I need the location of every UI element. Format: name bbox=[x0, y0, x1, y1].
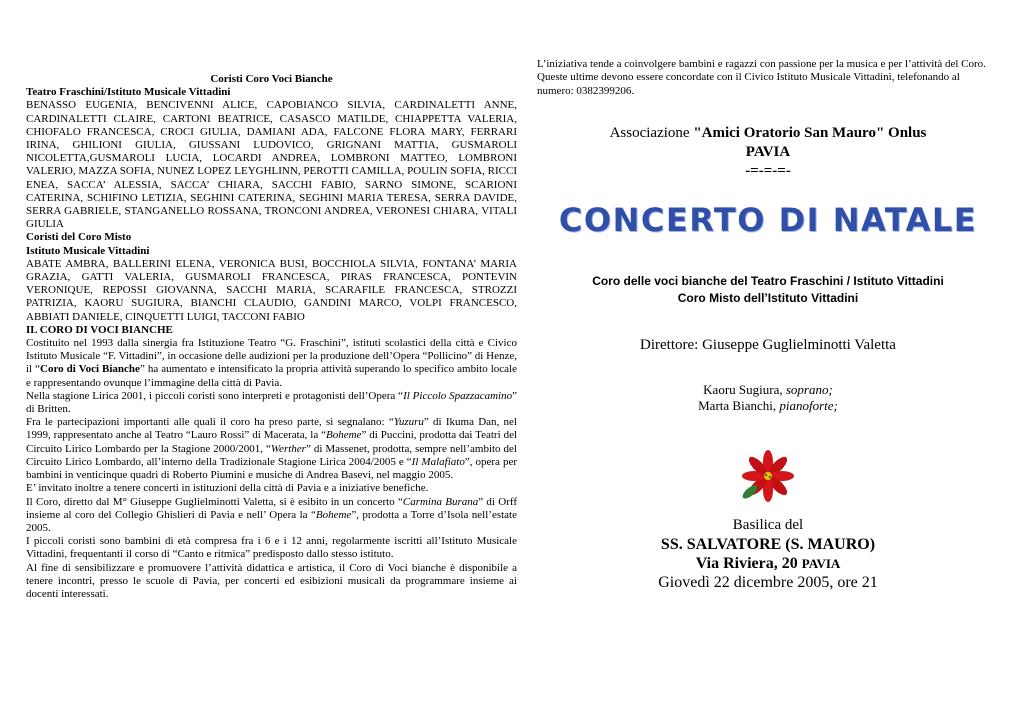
left-column bbox=[26, 73, 517, 601]
separator: -=-=-=- bbox=[745, 162, 791, 179]
history-heading: IL CORO DI VOCI BIANCHE bbox=[26, 323, 173, 336]
director-line: Direttore: Giuseppe Guglielminotti Valetta bbox=[640, 336, 896, 353]
choirs-block bbox=[537, 273, 999, 307]
text-span: ”, prodotta a Torre d’Isola nell’estate 2005. bbox=[26, 508, 517, 534]
choir-name-emphasis: Coro di Voci Bianche bbox=[40, 363, 140, 376]
text-span: Il Coro, diretto dal M° Giuseppe Guglielminotti Valetta, si è esibito in un concerto “ bbox=[26, 495, 403, 508]
concert-title: CONCERTO DI NATALE bbox=[558, 200, 978, 239]
association-name bbox=[537, 124, 999, 143]
opera-title: Il Malafiato bbox=[411, 455, 465, 468]
misto-names: ABATE AMBRA, BALLERINI ELENA, VERONICA BUSI, BOCCHIOLA SILVIA, FONTANA’ MARIA GRAZIA, GATTI VALERIA, GUSMAROLI FRANCESCA, PIRAS FRANCESCA, PONTEVIN VERONIQUE, REPOSSI GIOVANNA, SACCHI MARIA, SCARAFILE FRANCESCA, STROZZI PATRIZIA, KAORU SUGIURA, BIANCHI CLAUDIO, GANDINI MARCO, VOLPI FRANCESCO, ABBIATI DANIELE, CINQUETTI LUIGI, TACCONI FABIO bbox=[26, 257, 517, 323]
history-paragraph-3 bbox=[26, 416, 517, 482]
misto-heading: Coristi del Coro Misto bbox=[26, 231, 132, 244]
text-span: ” ha aumentato e intensificato la propria attività superando lo specifico ambito locale e rappresentando ovunque l’immagine della città di Pavia. bbox=[26, 363, 517, 389]
history-paragraph-1 bbox=[26, 337, 517, 390]
soloist-role: pianoforte; bbox=[779, 397, 838, 413]
concert-date: Giovedì 22 dicembre 2005, ore 21 bbox=[658, 573, 878, 591]
soloist-2 bbox=[537, 398, 999, 414]
soloist-1 bbox=[537, 382, 999, 398]
text-span: ” di Britten. bbox=[26, 389, 517, 416]
choir-line-2: Coro Misto dell’Istituto Vittadini bbox=[677, 290, 859, 305]
soloist-name: Kaoru Sugiura, bbox=[703, 381, 786, 397]
text-span: ” di Puccini, prodotta dai Teatri del Circuito Lirico Lombardo per la Stagione 2000/2001, “ bbox=[26, 429, 518, 455]
right-column bbox=[537, 58, 999, 592]
opera-title: Boheme bbox=[326, 429, 362, 442]
misto-subheading: Istituto Musicale Vittadini bbox=[26, 244, 150, 257]
soloist-name: Marta Bianchi, bbox=[698, 397, 780, 413]
text-span: ” di Ikuma Dan, nel 1999, rappresentato anche al Teatro “Lauro Rossi” di Macerata, la “ bbox=[26, 416, 517, 442]
text-span: Nella stagione Lirica 2001, i piccoli coristi sono interpreti e protagonisti dell’Opera “ bbox=[26, 389, 404, 402]
voci-bianche-subheading: Teatro Fraschini/Istituto Musicale Vittadini bbox=[26, 86, 231, 99]
venue-address bbox=[537, 554, 999, 573]
city: PAVIA bbox=[801, 555, 841, 571]
text-span: ”, opera per bambini in venticinque quadri di Roberto Piumini e musiche di Andrea Basevi, nel maggio 2005. bbox=[26, 455, 518, 482]
street: Via Riviera, 20 bbox=[695, 554, 802, 572]
history-paragraph-5 bbox=[26, 496, 517, 536]
history-paragraph-4: E’ invitato inoltre a tenere concerti in istituzioni della città di Pavia e a iniziative benefiche. bbox=[26, 482, 429, 495]
choir-line-1: Coro delle voci bianche del Teatro Fraschini / Istituto Vittadini bbox=[592, 273, 944, 288]
history-paragraph-2 bbox=[26, 390, 517, 416]
intro-text: L’iniziativa tende a coinvolgere bambini e ragazzi con passione per la musica e per l’attività del Coro. Queste ultime devono essere concordate con il Civico Istituto Musicale Vittadini, telefonando al numero: 0382399206. bbox=[537, 58, 986, 97]
history-paragraph-6: I piccoli coristi sono bambini di età compresa fra i 6 e i 12 anni, regolarmente iscritti all’Istituto Musicale Vittadini, frequentanti il corso di “Canto e ritmica” predisposto dallo stesso istituto. bbox=[26, 535, 517, 561]
association-title: "Amici Oratorio San Mauro" Onlus bbox=[693, 124, 927, 141]
soloists-block bbox=[537, 382, 999, 414]
text-span: ” di Orff insieme al coro del Collegio Ghislieri di Pavia e nell’ Opera la “ bbox=[26, 495, 517, 521]
poinsettia-icon bbox=[738, 450, 798, 502]
association-block bbox=[537, 124, 999, 181]
opera-title: Boheme bbox=[315, 508, 352, 521]
text-span: ” di Massenet, prodotta, sempre nell’ambito del Circuito Lirico Lombardo, all’interno della Tradizionale Stagione Lirica 2004/2005 e “ bbox=[26, 442, 517, 468]
soloist-role: soprano; bbox=[785, 381, 833, 397]
opera-title: Yuzuru bbox=[393, 416, 424, 429]
text-span: Fra le partecipazioni importanti alle quali il coro ha preso parte, si segnalano: “ bbox=[26, 416, 394, 429]
association-prefix: Associazione bbox=[609, 124, 694, 141]
text-span: Costituito nel 1993 dalla sinergia fra Istituzione Teatro “G. Fraschini”, istituti scolastici della città e Civico Istituto Musicale “F. Vittadini”, in occasione delle audizioni per la produzione dell’Opera “Pollicino” di Henze, il “ bbox=[26, 337, 517, 376]
venue-block bbox=[537, 516, 999, 592]
opera-title: Carmina Burana bbox=[402, 495, 479, 508]
history-paragraph-7: Al fine di sensibilizzare e promuovere l’attività didattica e artistica, il Coro di Voci bianche è disponibile a tenere incontri, presso le scuole di Pavia, per concerti ed esibizioni musicali da programmare insieme ai docenti interessati. bbox=[26, 561, 517, 600]
choir-list-heading: Coristi Coro Voci Bianche bbox=[210, 73, 333, 85]
venue-intro: Basilica del bbox=[732, 516, 804, 533]
church-name: SS. SALVATORE (S. MAURO) bbox=[660, 535, 876, 553]
voci-bianche-names: BENASSO EUGENIA, BENCIVENNI ALICE, CAPOBIANCO SILVIA, CARDINALETTI ANNE, CARDINALETTI CLAIRE, CARTONI BEATRICE, CASASCO MATILDE, CHIAPPETTA VALERIA, CHIOFALO FRANCESCA, CROCI GIULIA, DAMIANI ADA, FALCONE FLORA MARY, FERRARI IRINA, GHILIONI GIULIA, GIUSSANI LUDOVICO, GRIGNANI MATTIA, GUSMAROLI NICOLETTA,GUSMAROLI LUCIA, LOCARDI ANDREA, LOMBRONI MATTEO, LOMBRONI VALERIO, MAZZA SOFIA, NUNEZ LOPEZ LEYGHLINN, PEROTTI CAMILLA, POULIN SOFIA, RICCI ENEA, SACCA’ ALESSIA, SACCA’ CHIARA, SACCHI FABIO, SARNO SIMONE, SCARIONI CATERINA, SCHIFINO LETIZIA, SEGHINI CATERINA, SEGHINI MARIA TERESA, SERRA DAVIDE, SERRA GABRIELE, STANGANELLO ROSSANA, TRONCONI ANDREA, VERONESI CHIARA, VITALI GIULIA bbox=[26, 99, 517, 231]
association-city: PAVIA bbox=[745, 143, 791, 160]
opera-title: Il Piccolo Spazzacamino bbox=[403, 389, 513, 402]
opera-title: Werther bbox=[270, 442, 306, 455]
